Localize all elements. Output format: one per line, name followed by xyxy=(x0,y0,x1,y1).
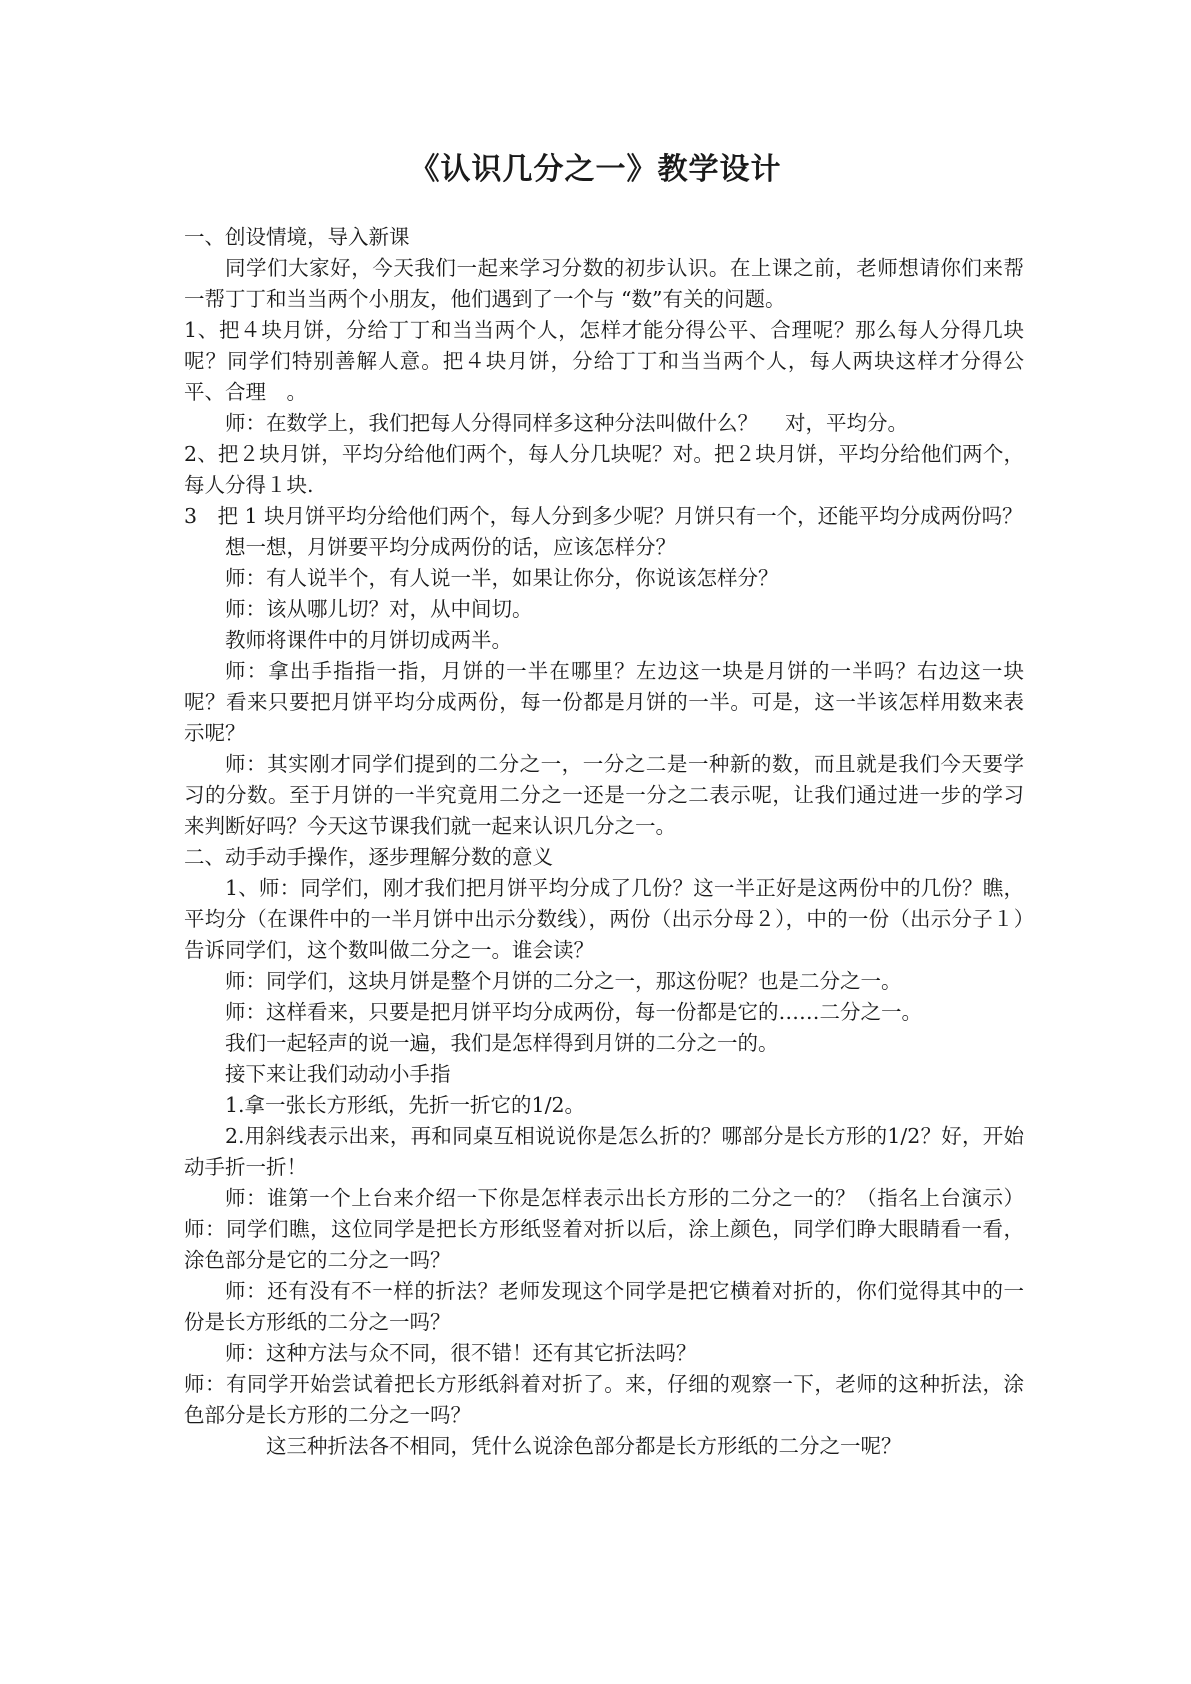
paragraph: 师：该从哪儿切？对，从中间切。 xyxy=(225,597,533,621)
paragraph: 师：谁第一个上台来介绍一下你是怎样表示出长方形的二分之一的？（指名上台演示）师：同学们瞧，这位同学是把长方形纸竖着对折以后，涂上颜色，同学们睁大眼睛看一看，涂色部分是它的二分之一吗？ xyxy=(184,1186,1024,1272)
paragraph: 教师将课件中的月饼切成两半。 xyxy=(225,628,512,652)
paragraph: 1、把４块月饼，分给丁丁和当当两个人，怎样才能分得公平、合理呢？那么每人分得几块呢？同学们特别善解人意。把４块月饼，分给丁丁和当当两个人，每人两块这样才分得公平、合理 。 xyxy=(184,318,1024,404)
paragraph: 师：拿出手指指一指，月饼的一半在哪里？左边这一块是月饼的一半吗？右边这一块呢？看来只要把月饼平均分成两份，每一份都是月饼的一半。可是，这一半该怎样用数来表示呢？ xyxy=(184,659,1024,745)
paragraph: 二、动手动手操作，逐步理解分数的意义 xyxy=(184,845,553,869)
paragraph: 想一想，月饼要平均分成两份的话，应该怎样分？ xyxy=(225,535,676,559)
document-body xyxy=(184,222,1024,1462)
paragraph: 1.拿一张长方形纸，先折一折它的1/2。 xyxy=(225,1093,586,1117)
paragraph: 师：在数学上，我们把每人分得同样多这种分法叫做什么？ 对，平均分。 xyxy=(225,411,909,435)
paragraph: 1、师：同学们，刚才我们把月饼平均分成了几份？这一半正好是这两份中的几份？瞧，平均分（在课件中的一半月饼中出示分数线），两份（出示分母２），中的一份（出示分子１）告诉同学们，这个数叫做二分之一。谁会读？ xyxy=(184,876,1024,962)
paragraph: 师：有人说半个，有人说一半，如果让你分，你说该怎样分？ xyxy=(225,566,779,590)
paragraph: 师：还有没有不一样的折法？老师发现这个同学是把它横着对折的，你们觉得其中的一份是长方形纸的二分之一吗？ xyxy=(184,1279,1024,1334)
paragraph: 这三种折法各不相同，凭什么说涂色部分都是长方形纸的二分之一呢？ xyxy=(266,1434,902,1458)
paragraph: 同学们大家好，今天我们一起来学习分数的初步认识。在上课之前，老师想请你们来帮一帮丁丁和当当两个小朋友，他们遇到了一个与 “数”有关的问题。 xyxy=(184,256,1024,311)
paragraph: 3 把 1 块月饼平均分给他们两个，每人分到多少呢？月饼只有一个，还能平均分成两份吗？ xyxy=(184,504,1023,528)
paragraph: 我们一起轻声的说一遍，我们是怎样得到月饼的二分之一的。 xyxy=(225,1031,779,1055)
paragraph: 接下来让我们动动小手指 xyxy=(225,1062,451,1086)
paragraph: 师：有同学开始尝试着把长方形纸斜着对折了。来，仔细的观察一下，老师的这种折法，涂色部分是长方形的二分之一吗？ xyxy=(184,1372,1024,1427)
paragraph: 师：这种方法与众不同，很不错！还有其它折法吗？ xyxy=(225,1341,697,1365)
paragraph: 师：同学们，这块月饼是整个月饼的二分之一，那这份呢？也是二分之一。 xyxy=(225,969,902,993)
paragraph: 2.用斜线表示出来，再和同桌互相说说你是怎么折的？哪部分是长方形的1/2？好，开始动手折一折！ xyxy=(184,1124,1024,1179)
paragraph: 师：这样看来，只要是把月饼平均分成两份，每一份都是它的……二分之一。 xyxy=(225,1000,922,1024)
paragraph: 2、把２块月饼，平均分给他们两个，每人分几块呢？对。把２块月饼，平均分给他们两个，每人分得１块. xyxy=(184,442,1024,497)
paragraph: 师：其实刚才同学们提到的二分之一，一分之二是一种新的数，而且就是我们今天要学习的分数。至于月饼的一半究竟用二分之一还是一分之二表示呢，让我们通过进一步的学习来判断好吗？今天这节课我们就一起来认识几分之一。 xyxy=(184,752,1024,838)
document-title: 《认识几分之一》教学设计 xyxy=(409,152,782,187)
paragraph: 一、创设情境，导入新课 xyxy=(184,225,410,249)
